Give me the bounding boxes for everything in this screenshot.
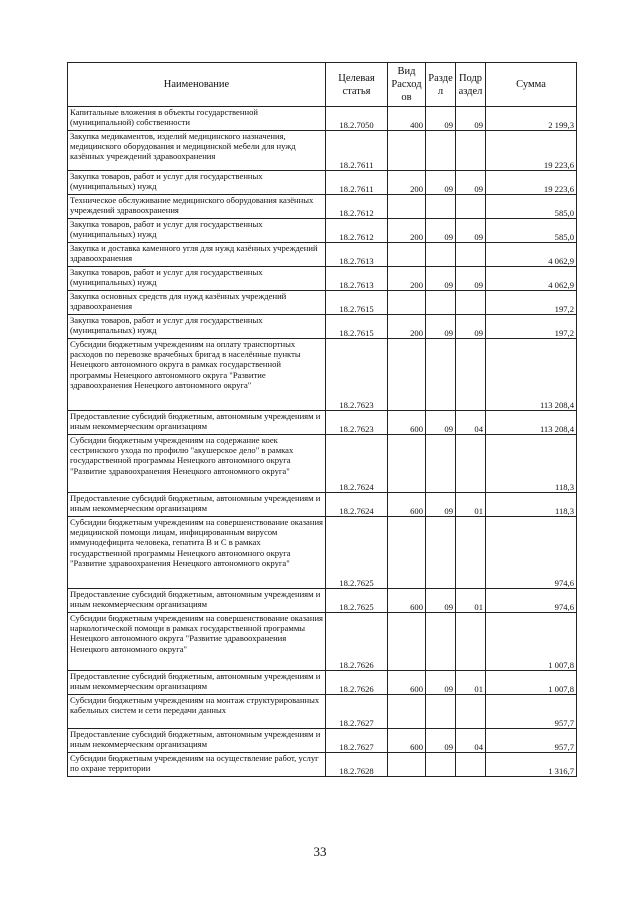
table-row <box>68 315 577 339</box>
cell-vid <box>388 613 426 671</box>
cell-vid <box>388 517 426 589</box>
cell-summa: 118,3 <box>486 493 577 517</box>
cell-summa: 974,6 <box>486 517 577 589</box>
cell-summa: 974,6 <box>486 589 577 613</box>
table-row <box>68 589 577 613</box>
cell-podrazdel <box>456 435 486 493</box>
cell-vid <box>388 131 426 171</box>
cell-target: 18.2.7615 <box>326 315 388 339</box>
cell-razdel: 09 <box>426 671 456 695</box>
table-row <box>68 411 577 435</box>
cell-vid: 600 <box>388 411 426 435</box>
table-header-row <box>68 63 577 107</box>
cell-vid <box>388 339 426 411</box>
cell-vid: 400 <box>388 107 426 131</box>
cell-podrazdel <box>456 339 486 411</box>
table-row <box>68 435 577 493</box>
cell-podrazdel: 09 <box>456 267 486 291</box>
cell-target: 18.2.7613 <box>326 243 388 267</box>
cell-vid: 600 <box>388 493 426 517</box>
table-row <box>68 171 577 195</box>
cell-summa: 585,0 <box>486 219 577 243</box>
cell-target: 18.2.7627 <box>326 729 388 753</box>
cell-razdel <box>426 695 456 729</box>
cell-summa: 19 223,6 <box>486 171 577 195</box>
cell-target: 18.2.7624 <box>326 435 388 493</box>
cell-razdel: 09 <box>426 171 456 195</box>
cell-vid: 200 <box>388 315 426 339</box>
cell-target: 18.2.7625 <box>326 589 388 613</box>
cell-podrazdel <box>456 517 486 589</box>
cell-summa: 197,2 <box>486 291 577 315</box>
cell-summa: 197,2 <box>486 315 577 339</box>
header-target: Целевая статья <box>326 63 388 107</box>
cell-vid: 200 <box>388 171 426 195</box>
cell-vid <box>388 291 426 315</box>
cell-name: Субсидии бюджетным учреждениям на оплату транспортных расходов по перевозке врачебных бригад в населённые пункты Ненецкого автономного округа в рамках государственной программы Ненецкого автономного округа "Развитие здравоохранения Ненецкого автономного округа" <box>68 339 326 411</box>
cell-vid: 200 <box>388 219 426 243</box>
cell-razdel: 09 <box>426 267 456 291</box>
cell-summa: 1 007,8 <box>486 671 577 695</box>
cell-summa: 585,0 <box>486 195 577 219</box>
cell-summa: 4 062,9 <box>486 267 577 291</box>
cell-target: 18.2.7625 <box>326 517 388 589</box>
cell-name: Предоставление субсидий бюджетным, автономным учреждениям и иным некоммерческим организациям <box>68 729 326 753</box>
cell-summa: 1 316,7 <box>486 753 577 777</box>
cell-vid: 600 <box>388 589 426 613</box>
table-row <box>68 219 577 243</box>
cell-razdel: 09 <box>426 107 456 131</box>
cell-podrazdel: 09 <box>456 315 486 339</box>
cell-vid <box>388 695 426 729</box>
table-row <box>68 267 577 291</box>
table-row <box>68 493 577 517</box>
cell-name: Техническое обслуживание медицинского оборудования казённых учреждений здравоохранения <box>68 195 326 219</box>
cell-name: Субсидии бюджетным учреждениям на монтаж структурированных кабельных систем и сети передачи данных <box>68 695 326 729</box>
cell-razdel <box>426 517 456 589</box>
table-row <box>68 107 577 131</box>
header-vid: Вид Расход ов <box>388 63 426 107</box>
cell-razdel: 09 <box>426 219 456 243</box>
cell-razdel: 09 <box>426 315 456 339</box>
cell-name: Субсидии бюджетным учреждениям на совершенствование оказания медицинской помощи лицам, инфицированным вирусом иммунодефицита человека, гепатита В и С в рамках государственной программы Ненецкого автономного округа "Развитие здравоохранения Ненецкого автономного округа" <box>68 517 326 589</box>
cell-name: Предоставление субсидий бюджетным, автономным учреждениям и иным некоммерческим организациям <box>68 411 326 435</box>
table-row <box>68 671 577 695</box>
cell-name: Предоставление субсидий бюджетным, автономным учреждениям и иным некоммерческим организациям <box>68 493 326 517</box>
cell-razdel <box>426 339 456 411</box>
cell-podrazdel: 09 <box>456 219 486 243</box>
cell-name: Капитальные вложения в объекты государственной (муниципальной) собственности <box>68 107 326 131</box>
cell-name: Субсидии бюджетным учреждениям на содержание коек сестринского ухода по профилю "акушерское дело" в рамках государственной программы Ненецкого автономного округа "Развитие здравоохранения Ненецкого автономного округа" <box>68 435 326 493</box>
cell-summa: 1 007,8 <box>486 613 577 671</box>
cell-podrazdel: 04 <box>456 729 486 753</box>
header-podrazdel: Подр аздел <box>456 63 486 107</box>
cell-vid: 200 <box>388 267 426 291</box>
cell-razdel <box>426 243 456 267</box>
cell-target: 18.2.7615 <box>326 291 388 315</box>
cell-razdel <box>426 131 456 171</box>
header-razdel: Разде л <box>426 63 456 107</box>
cell-podrazdel <box>456 753 486 777</box>
cell-target: 18.2.7623 <box>326 411 388 435</box>
cell-podrazdel <box>456 291 486 315</box>
cell-razdel <box>426 291 456 315</box>
cell-name: Закупка и доставка каменного угля для нужд казённых учреждений здравоохранения <box>68 243 326 267</box>
cell-podrazdel: 04 <box>456 411 486 435</box>
cell-target: 18.2.7611 <box>326 131 388 171</box>
page-number: 33 <box>313 844 327 859</box>
cell-podrazdel <box>456 613 486 671</box>
cell-podrazdel <box>456 195 486 219</box>
cell-summa: 957,7 <box>486 695 577 729</box>
cell-razdel <box>426 435 456 493</box>
cell-summa: 113 208,4 <box>486 411 577 435</box>
cell-target: 18.2.7628 <box>326 753 388 777</box>
cell-summa: 2 199,3 <box>486 107 577 131</box>
cell-summa: 113 208,4 <box>486 339 577 411</box>
cell-podrazdel: 09 <box>456 107 486 131</box>
cell-podrazdel: 09 <box>456 171 486 195</box>
header-summa: Сумма <box>486 63 577 107</box>
table-row <box>68 729 577 753</box>
cell-name: Закупка товаров, работ и услуг для государственных (муниципальных) нужд <box>68 315 326 339</box>
cell-podrazdel <box>456 131 486 171</box>
cell-target: 18.2.7613 <box>326 267 388 291</box>
table-row <box>68 131 577 171</box>
cell-name: Закупка основных средств для нужд казённых учреждений здравоохранения <box>68 291 326 315</box>
cell-target: 18.2.7627 <box>326 695 388 729</box>
cell-target: 18.2.7611 <box>326 171 388 195</box>
cell-razdel <box>426 613 456 671</box>
cell-target: 18.2.7612 <box>326 219 388 243</box>
cell-vid <box>388 195 426 219</box>
table-row <box>68 195 577 219</box>
cell-razdel <box>426 753 456 777</box>
cell-razdel: 09 <box>426 589 456 613</box>
cell-name: Предоставление субсидий бюджетным, автономным учреждениям и иным некоммерческим организациям <box>68 671 326 695</box>
table-row <box>68 753 577 777</box>
cell-name: Субсидии бюджетным учреждениям на совершенствование оказания наркологической помощи в рамках государственной программы Ненецкого автономного округа "Развитие здравоохранения Ненецкого автономного округа" <box>68 613 326 671</box>
cell-vid: 600 <box>388 729 426 753</box>
cell-summa: 957,7 <box>486 729 577 753</box>
cell-name: Предоставление субсидий бюджетным, автономным учреждениям и иным некоммерческим организациям <box>68 589 326 613</box>
table-row <box>68 291 577 315</box>
cell-target: 18.2.7612 <box>326 195 388 219</box>
cell-name: Закупка медикаментов, изделий медицинского назначения, медицинского оборудования и медицинской мебели для нужд казённых учреждений здравоохранения <box>68 131 326 171</box>
cell-summa: 4 062,9 <box>486 243 577 267</box>
cell-target: 18.2.7626 <box>326 613 388 671</box>
cell-razdel <box>426 195 456 219</box>
table-row <box>68 517 577 589</box>
cell-summa: 19 223,6 <box>486 131 577 171</box>
cell-target: 18.2.7626 <box>326 671 388 695</box>
table-row <box>68 695 577 729</box>
cell-target: 18.2.7623 <box>326 339 388 411</box>
cell-podrazdel: 01 <box>456 589 486 613</box>
cell-name: Субсидии бюджетным учреждениям на осуществление работ, услуг по охране территории <box>68 753 326 777</box>
cell-target: 18.2.7050 <box>326 107 388 131</box>
cell-name: Закупка товаров, работ и услуг для государственных (муниципальных) нужд <box>68 219 326 243</box>
cell-podrazdel <box>456 243 486 267</box>
cell-podrazdel: 01 <box>456 493 486 517</box>
cell-name: Закупка товаров, работ и услуг для государственных (муниципальных) нужд <box>68 171 326 195</box>
cell-podrazdel: 01 <box>456 671 486 695</box>
table-row <box>68 613 577 671</box>
cell-podrazdel <box>456 695 486 729</box>
cell-name: Закупка товаров, работ и услуг для государственных (муниципальных) нужд <box>68 267 326 291</box>
cell-razdel: 09 <box>426 493 456 517</box>
cell-vid: 600 <box>388 671 426 695</box>
cell-vid <box>388 243 426 267</box>
cell-vid <box>388 435 426 493</box>
cell-razdel: 09 <box>426 411 456 435</box>
table-row <box>68 243 577 267</box>
cell-summa: 118,3 <box>486 435 577 493</box>
table-row <box>68 339 577 411</box>
cell-vid <box>388 753 426 777</box>
header-name: Наименование <box>68 63 326 107</box>
cell-razdel: 09 <box>426 729 456 753</box>
cell-target: 18.2.7624 <box>326 493 388 517</box>
budget-table <box>67 62 577 777</box>
